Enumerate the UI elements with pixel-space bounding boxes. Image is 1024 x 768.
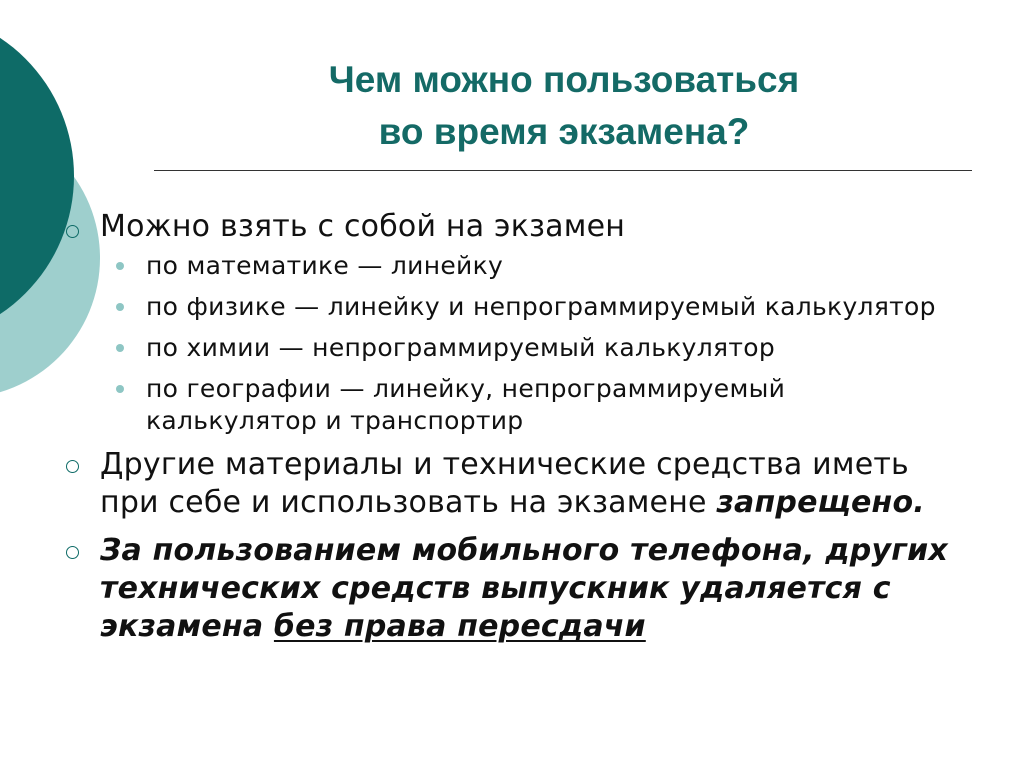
title-divider xyxy=(154,170,972,171)
sub-item-chemistry xyxy=(100,332,962,364)
bullet-allowed-items xyxy=(62,208,962,437)
sub-item-chemistry-text: по химии — непрограммируемый калькулятор xyxy=(146,333,776,362)
bullet-phone-warning-text xyxy=(100,532,962,646)
sub-item-physics xyxy=(100,291,962,323)
allowed-items-list xyxy=(100,250,962,437)
slide-title xyxy=(200,54,928,158)
hollow-circle-bullet-icon xyxy=(66,460,79,473)
sub-item-geography xyxy=(100,373,962,437)
sub-item-math xyxy=(100,250,962,282)
dot-bullet-icon xyxy=(116,303,124,311)
dot-bullet-icon xyxy=(116,344,124,352)
bullet-phone-warning xyxy=(62,532,962,646)
sub-item-math-text: по математике — линейку xyxy=(146,251,504,280)
bullet-allowed-items-text: Можно взять с собой на экзамен xyxy=(100,209,626,244)
bullet-prohibited-materials xyxy=(62,446,962,522)
dot-bullet-icon xyxy=(116,385,124,393)
prohibited-emphasis: запрещено. xyxy=(716,485,925,520)
dot-bullet-icon xyxy=(116,262,124,270)
no-retake-emphasis: без права пересдачи xyxy=(273,609,646,644)
phone-warning-text: За пользованием мобильного телефона, других технических средств выпускник удаляется с экзамена xyxy=(100,533,948,644)
prohibited-materials-text: Другие материалы и технические средства иметь при себе и использовать на экзамене xyxy=(100,447,909,520)
sub-item-physics-text: по физике — линейку и непрограммируемый калькулятор xyxy=(146,292,936,321)
bullet-prohibited-materials-text xyxy=(100,446,962,522)
sub-item-geography-text: по географии — линейку, непрограммируемый калькулятор и транспортир xyxy=(146,374,786,435)
hollow-circle-bullet-icon xyxy=(66,546,79,559)
slide-title-line-2: во время экзамена? xyxy=(378,111,750,152)
hollow-circle-bullet-icon xyxy=(66,225,79,238)
slide-title-line-1: Чем можно пользоваться xyxy=(328,59,800,100)
slide-content xyxy=(62,208,962,646)
